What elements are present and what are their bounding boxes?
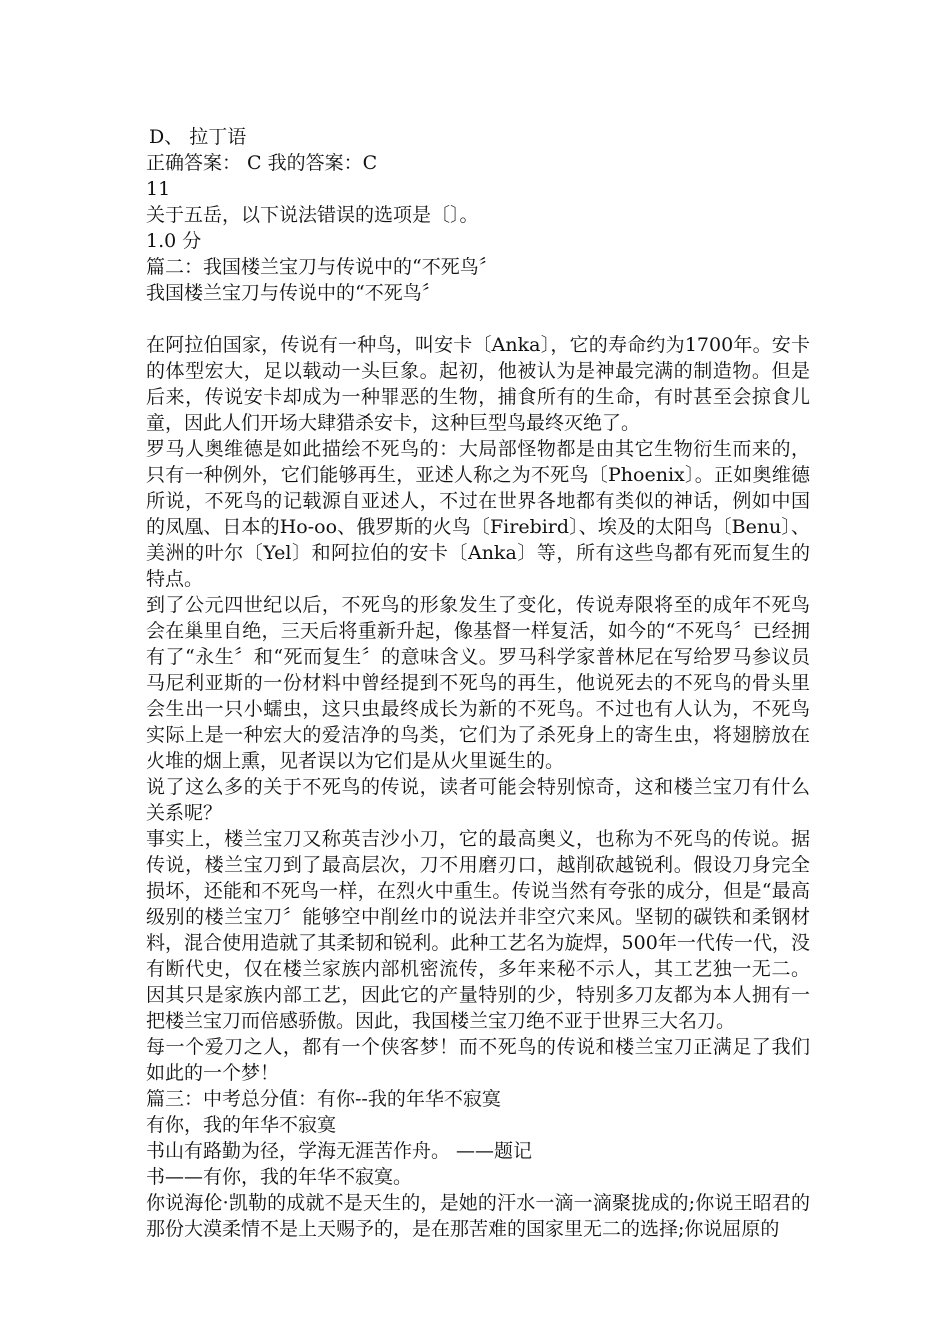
quiz-question-text: 关于五岳，以下说法错误的选项是〔〕。 bbox=[146, 204, 479, 226]
article3-title: 有你，我的年华不寂寞 bbox=[146, 1114, 337, 1136]
quiz-score: 1.0 分 bbox=[146, 230, 202, 252]
quiz-question-number: 11 bbox=[146, 178, 171, 200]
quiz-option-d: D、 拉丁语 bbox=[149, 126, 247, 148]
article2-paragraph: 说了这么多的关于不死鸟的传说，读者可能会特别惊奇，这和楼兰宝刀有什么关系呢？ bbox=[146, 776, 810, 824]
article2-paragraph: 在阿拉伯国家，传说有一种鸟，叫安卡〔Anka〕，它的寿命约为1700年。安卡的体型宏大，足以载动一头巨象。起初，他被认为是神最完满的制造物。但是后来，传说安卡却成为一种罪恶的生物，捕食所有的生命，有时甚至会掠食儿童，因此人们开场大肆猎杀安卡，这种巨型鸟最终灭绝了。 bbox=[146, 334, 810, 434]
blank-line bbox=[146, 306, 810, 332]
article2-section-heading: 篇二：我国楼兰宝刀与传说中的“不死鸟〞 bbox=[146, 256, 498, 278]
article3-epigraph: 书山有路勤为径，学海无涯苦作舟。 ——题记 bbox=[146, 1140, 533, 1162]
document-page bbox=[146, 124, 810, 1242]
article2-paragraph: 每一个爱刀之人，都有一个侠客梦！而不死鸟的传说和楼兰宝刀正满足了我们如此的一个梦！ bbox=[146, 1036, 810, 1084]
article3-byline: 书——有你，我的年华不寂寞。 bbox=[146, 1166, 413, 1188]
article2-paragraph: 罗马人奥维德是如此描绘不死鸟的：大局部怪物都是由其它生物衍生而来的，只有一种例外，它们能够再生，亚述人称之为不死鸟〔Phoenix〕。正如奥维德所说，不死鸟的记载源自亚述人，不过在世界各地都有类似的神话，例如中国的凤凰、日本的Ho-oo、俄罗斯的火鸟〔Firebird〕、埃及的太阳鸟〔Benu〕、美洲的叶尔〔Yel〕和阿拉伯的安卡〔Anka〕等，所有这些鸟都有死而复生的特点。 bbox=[146, 438, 810, 590]
article2-paragraph: 到了公元四世纪以后，不死鸟的形象发生了变化，传说寿限将至的成年不死鸟会在巢里自绝，三天后将重新升起，像基督一样复活，如今的“不死鸟〞已经拥有了“永生〞和“死而复生〞的意味含义。罗马科学家普林尼在写给罗马参议员马尼利亚斯的一份材料中曾经提到不死鸟的再生，他说死去的不死鸟的骨头里会生出一只小蠕虫，这只虫最终成长为新的不死鸟。不过也有人认为，不死鸟实际上是一种宏大的爱洁净的鸟类，它们为了杀死身上的寄生虫，将翅膀放在火堆的烟上熏，见者误以为它们是从火里诞生的。 bbox=[146, 594, 810, 772]
quiz-answer-line: 正确答案： C 我的答案：C bbox=[146, 152, 378, 174]
article3-paragraph: 你说海伦·凯勒的成就不是天生的，是她的汗水一滴一滴聚拢成的;你说王昭君的那份大漠柔情不是上天赐予的，是在那苦难的国家里无二的选择;你说屈原的 bbox=[146, 1192, 810, 1240]
article2-paragraph: 事实上，楼兰宝刀又称英吉沙小刀，它的最高奥义，也称为不死鸟的传说。据传说，楼兰宝刀到了最高层次，刀不用磨刃口，越削砍越锐利。假设刀身完全损坏，还能和不死鸟一样，在烈火中重生。传说当然有夸张的成分，但是“最高级别的楼兰宝刀〞能够空中削丝巾的说法并非空穴来风。坚韧的碳铁和柔钢材料，混合使用造就了其柔韧和锐利。此种工艺名为旋焊，500年一代传一代，没有断代史，仅在楼兰家族内部机密流传，多年来秘不示人，其工艺独一无二。因其只是家族内部工艺，因此它的产量特别的少，特别多刀友都为本人拥有一把楼兰宝刀而倍感骄傲。因此，我国楼兰宝刀绝不亚于世界三大名刀。 bbox=[146, 828, 810, 1032]
article2-title: 我国楼兰宝刀与传说中的“不死鸟〞 bbox=[146, 282, 441, 304]
article3-section-heading: 篇三：中考总分值：有你--我的年华不寂寞 bbox=[146, 1088, 501, 1110]
